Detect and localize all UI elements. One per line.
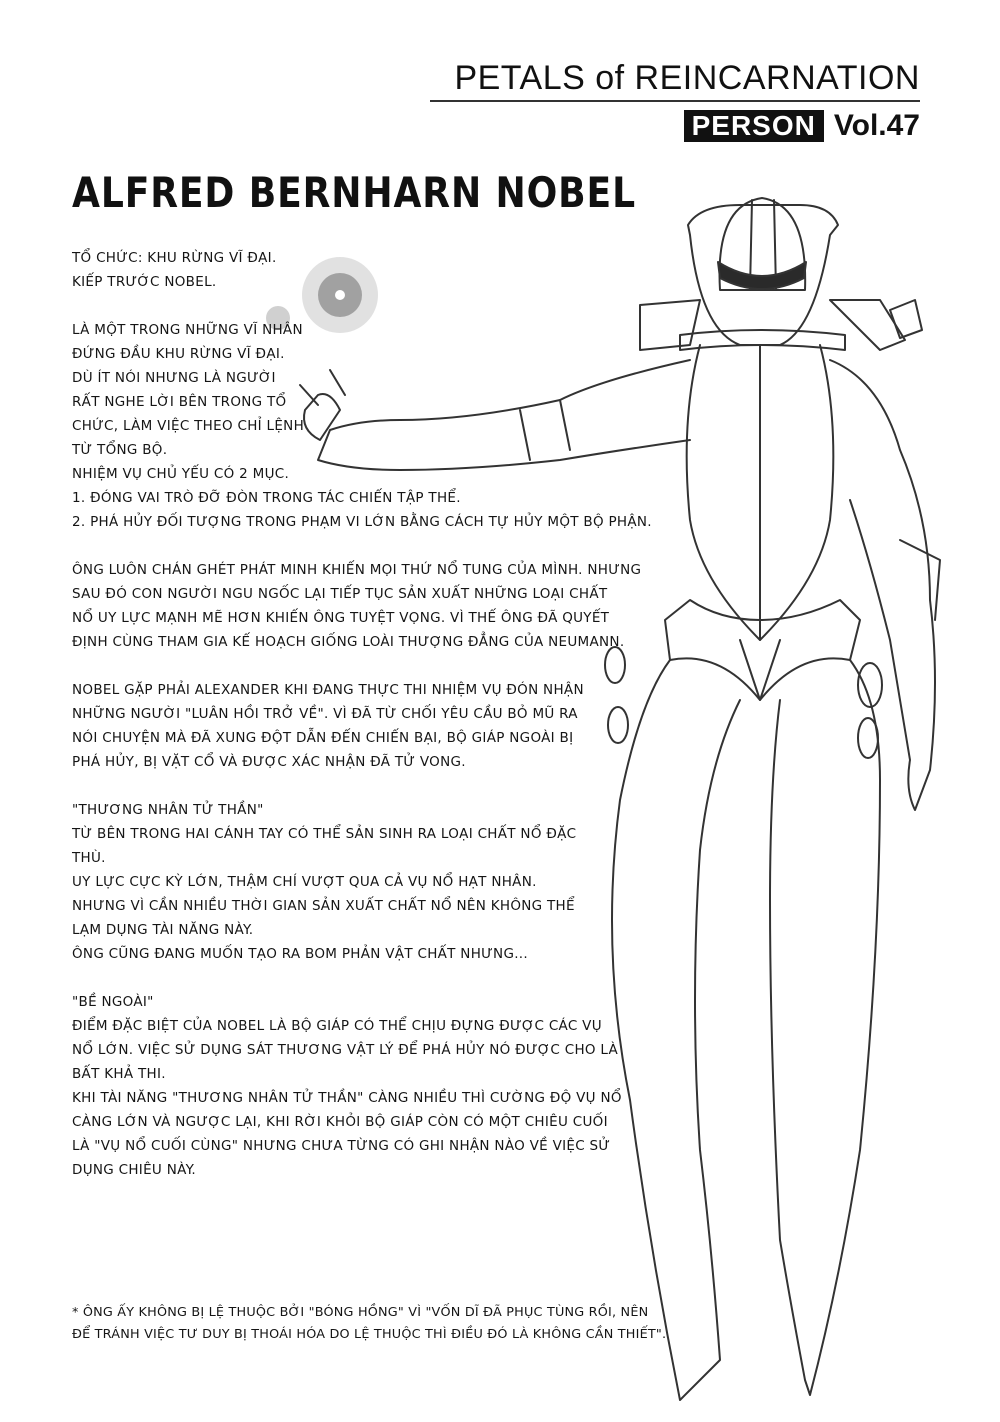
paragraph-organization — [72, 246, 712, 294]
text-line: NHƯNG VÌ CẦN NHIỀU THỜI GIAN SẢN XUẤT CHẤT NỔ NÊN KHÔNG THỂ — [72, 898, 575, 914]
paragraph-defeat — [72, 678, 712, 774]
paragraph-role — [72, 318, 712, 534]
text-line: KHI TÀI NĂNG "THƯƠNG NHÂN TỬ THẦN" CÀNG NHIỀU THÌ CƯỜNG ĐỘ VỤ NỔ — [72, 1090, 622, 1106]
volume-label: Vol.47 — [833, 109, 920, 142]
footnote — [72, 1302, 666, 1346]
text-line: LÀ MỘT TRONG NHỮNG VĨ NHÂN — [72, 322, 303, 338]
text-line: ĐIỂM ĐẶC BIỆT CỦA NOBEL LÀ BỘ GIÁP CÓ THỂ CHỊU ĐỰNG ĐƯỢC CÁC VỤ — [72, 1018, 602, 1034]
text-line: CÀNG LỚN VÀ NGƯỢC LẠI, KHI RỜI KHỎI BỘ GIÁP CÒN CÓ MỘT CHIÊU CUỐI — [72, 1114, 608, 1130]
text-line: NỔ LỚN. VIỆC SỬ DỤNG SÁT THƯƠNG VẬT LÝ ĐỂ PHÁ HỦY NÓ ĐƯỢC CHO LÀ — [72, 1042, 619, 1058]
character-name: ALFRED BERNHARN NOBEL — [72, 168, 636, 217]
text-line: 2. PHÁ HỦY ĐỐI TƯỢNG TRONG PHẠM VI LỚN BẰNG CÁCH TỰ HỦY MỘT BỘ PHẬN. — [72, 514, 652, 530]
text-line: NỔ UY LỰC MẠNH MẼ HƠN KHIẾN ÔNG TUYỆT VỌNG. VÌ THẾ ÔNG ĐÃ QUYẾT — [72, 610, 610, 626]
text-line: LÀ "VỤ NỔ CUỐI CÙNG" NHƯNG CHƯA TỪNG CÓ GHI NHẬN NÀO VỀ VIỆC SỬ — [72, 1138, 611, 1154]
text-line: TỔ CHỨC: KHU RỪNG VĨ ĐẠI. — [72, 250, 277, 266]
text-line: NHIỆM VỤ CHỦ YẾU CÓ 2 MỤC. — [72, 466, 290, 482]
text-line: LẠM DỤNG TÀI NĂNG NÀY. — [72, 922, 254, 938]
text-line: "BỀ NGOÀI" — [72, 994, 154, 1010]
text-line: ĐỊNH CÙNG THAM GIA KẾ HOẠCH GIỐNG LOÀI THƯỢNG ĐẲNG CỦA NEUMANN. — [72, 634, 625, 650]
text-line: NÓI CHUYỆN MÀ ĐÃ XUNG ĐỘT DẪN ĐẾN CHIẾN BẠI, BỘ GIÁP NGOÀI BỊ — [72, 730, 574, 746]
text-line: KIẾP TRƯỚC NOBEL. — [72, 274, 217, 290]
text-line: BẤT KHẢ THI. — [72, 1066, 166, 1082]
text-line: TỪ BÊN TRONG HAI CÁNH TAY CÓ THỂ SẢN SINH RA LOẠI CHẤT NỔ ĐẶC — [72, 826, 577, 842]
series-header — [430, 58, 920, 142]
text-line: ÔNG LUÔN CHÁN GHÉT PHÁT MINH KHIẾN MỌI THỨ NỔ TUNG CỦA MÌNH. NHƯNG — [72, 562, 642, 578]
profile-body — [72, 246, 712, 1206]
paragraph-appearance — [72, 990, 712, 1182]
text-line: PHÁ HỦY, BỊ VẶT CỔ VÀ ĐƯỢC XÁC NHẬN ĐÃ TỬ VONG. — [72, 754, 466, 770]
footnote-line: * ÔNG ẤY KHÔNG BỊ LỆ THUỘC BỞI "BÓNG HỒNG" VÌ "VỐN DĨ ĐÃ PHỤC TÙNG RỒI, NÊN — [72, 1305, 649, 1320]
footnote-line: ĐỂ TRÁNH VIỆC TƯ DUY BỊ THOÁI HÓA DO LỆ THUỘC THÌ ĐIỀU ĐÓ LÀ KHÔNG CẦN THIẾT". — [72, 1327, 667, 1342]
text-line: CHỨC, LÀM VIỆC THEO CHỈ LỆNH — [72, 418, 305, 434]
person-badge: PERSON — [684, 110, 824, 142]
series-title: PETALS of REINCARNATION — [430, 58, 920, 102]
text-line: TỪ TỔNG BỘ. — [72, 442, 168, 458]
text-line: THÙ. — [72, 850, 106, 866]
text-line: NHỮNG NGƯỜI "LUÂN HỒI TRỞ VỀ". VÌ ĐÃ TỪ CHỐI YÊU CẦU BỎ MŨ RA — [72, 706, 578, 722]
text-line: 1. ĐÓNG VAI TRÒ ĐỠ ĐÒN TRONG TÁC CHIẾN TẬP THỂ. — [72, 490, 461, 506]
text-line: ĐỨNG ĐẦU KHU RỪNG VĨ ĐẠI. — [72, 346, 285, 362]
text-line: DÙ ÍT NÓI NHƯNG LÀ NGƯỜI — [72, 370, 276, 386]
text-line: RẤT NGHE LỜI BÊN TRONG TỔ — [72, 394, 287, 410]
paragraph-ability — [72, 798, 712, 966]
text-line: SAU ĐÓ CON NGƯỜI NGU NGỐC LẠI TIẾP TỤC SẢN XUẤT NHỮNG LOẠI CHẤT — [72, 586, 608, 602]
text-line: UY LỰC CỰC KỲ LỚN, THẬM CHÍ VƯỢT QUA CẢ VỤ NỔ HẠT NHÂN. — [72, 874, 537, 890]
text-line: ÔNG CŨNG ĐANG MUỐN TẠO RA BOM PHẢN VẬT CHẤT NHƯNG... — [72, 946, 528, 962]
paragraph-motivation — [72, 558, 712, 654]
volume-row — [430, 110, 920, 142]
text-line: DỤNG CHIÊU NÀY. — [72, 1162, 196, 1178]
text-line: "THƯƠNG NHÂN TỬ THẦN" — [72, 802, 264, 818]
text-line: NOBEL GẶP PHẢI ALEXANDER KHI ĐANG THỰC THI NHIỆM VỤ ĐÓN NHẬN — [72, 682, 584, 698]
